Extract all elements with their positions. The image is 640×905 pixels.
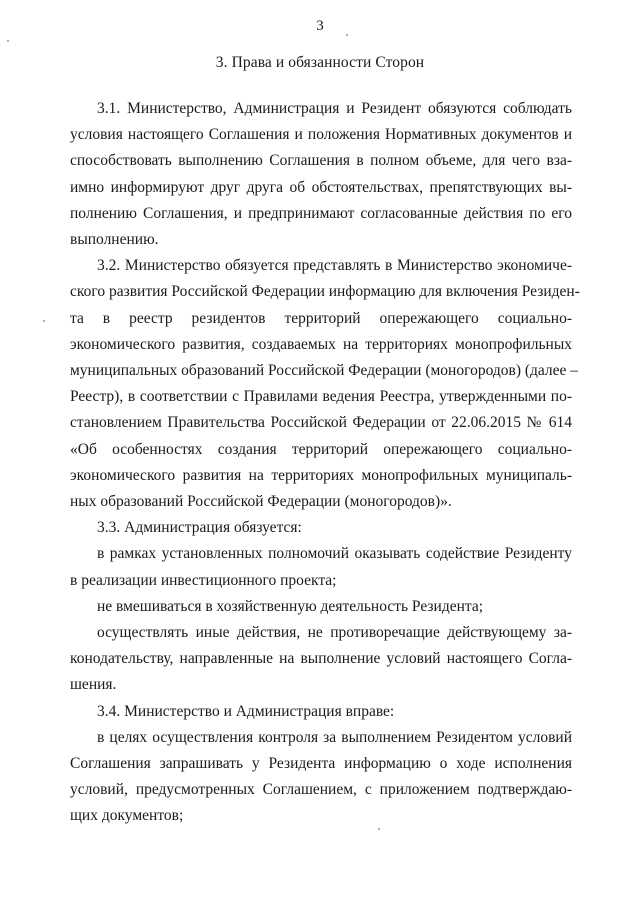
body-line: Реестр), в соответствии с Правилами ведения Реестра, утвержденными по- [70,388,572,406]
body-line: становлением Правительства Российской Федерации от 22.06.2015 № 614 [70,414,572,432]
body-line: муниципальных образований Российской Федерации (моногородов) (далее – [70,362,579,379]
body-line: 3.1. Министерство, Администрация и Резидент обязуются соблюдать [97,100,572,117]
body-line: не вмешиваться в хозяйственную деятельность Резидента; [97,597,484,615]
body-line: в целях осуществления контроля за выполнением Резидентом условий [97,728,572,746]
page-number: 3 [316,18,324,34]
body-line: 3.2. Министерство обязуется представлять в Министерство экономиче- [97,257,572,275]
section-title: 3. Права и обязанности Сторон [215,54,425,71]
body-line: 3.3. Администрация обязуется: [97,519,302,537]
body-line: полнению Соглашения, и предпринимают согласованные действия по его [70,204,572,222]
body-line: та в реестр резидентов территорий опережающего социально- [70,309,572,327]
scan-speck [346,34,348,36]
scan-speck [378,828,380,830]
body-line: осуществлять иные действия, не противоречащие действующему за- [97,624,572,641]
body-line: «Об особенностях создания территорий опережающего социально- [70,440,572,458]
body-line: в рамках установленных полномочий оказывать содействие Резиденту [97,545,572,563]
body-line: в реализации инвестиционного проекта; [70,571,337,589]
body-line: ных образований Российской Федерации (моногородов)». [70,493,452,510]
body-line: конодательству, направленные на выполнение условий настоящего Согла- [70,650,572,668]
scan-speck [43,320,45,322]
body-line: экономического развития, создаваемых на территориях монопрофильных [70,335,572,353]
body-line: шения. [70,676,117,694]
body-line: имно информируют друг друга об обстоятельствах, препятствующих вы- [70,178,572,196]
body-line: условий, предусмотренных Соглашением, с приложением подтверждаю- [70,781,572,799]
body-line: ского развития Российской Федерации информацию для включения Резиден- [70,283,580,301]
body-line: щих документов; [70,807,184,825]
body-line: условия настоящего Соглашения и положения Нормативных документов и [70,126,572,144]
body-line: экономического развития на территориях монопрофильных муниципаль- [70,466,572,484]
body-line: способствовать выполнению Соглашения в полном объеме, для чего вза- [70,152,572,170]
scan-speck [7,40,9,42]
body-line: Соглашения запрашивать у Резидента информацию о ходе исполнения [70,755,572,772]
body-line: 3.4. Министерство и Администрация вправе: [97,702,395,720]
body-line: выполнению. [70,231,159,248]
